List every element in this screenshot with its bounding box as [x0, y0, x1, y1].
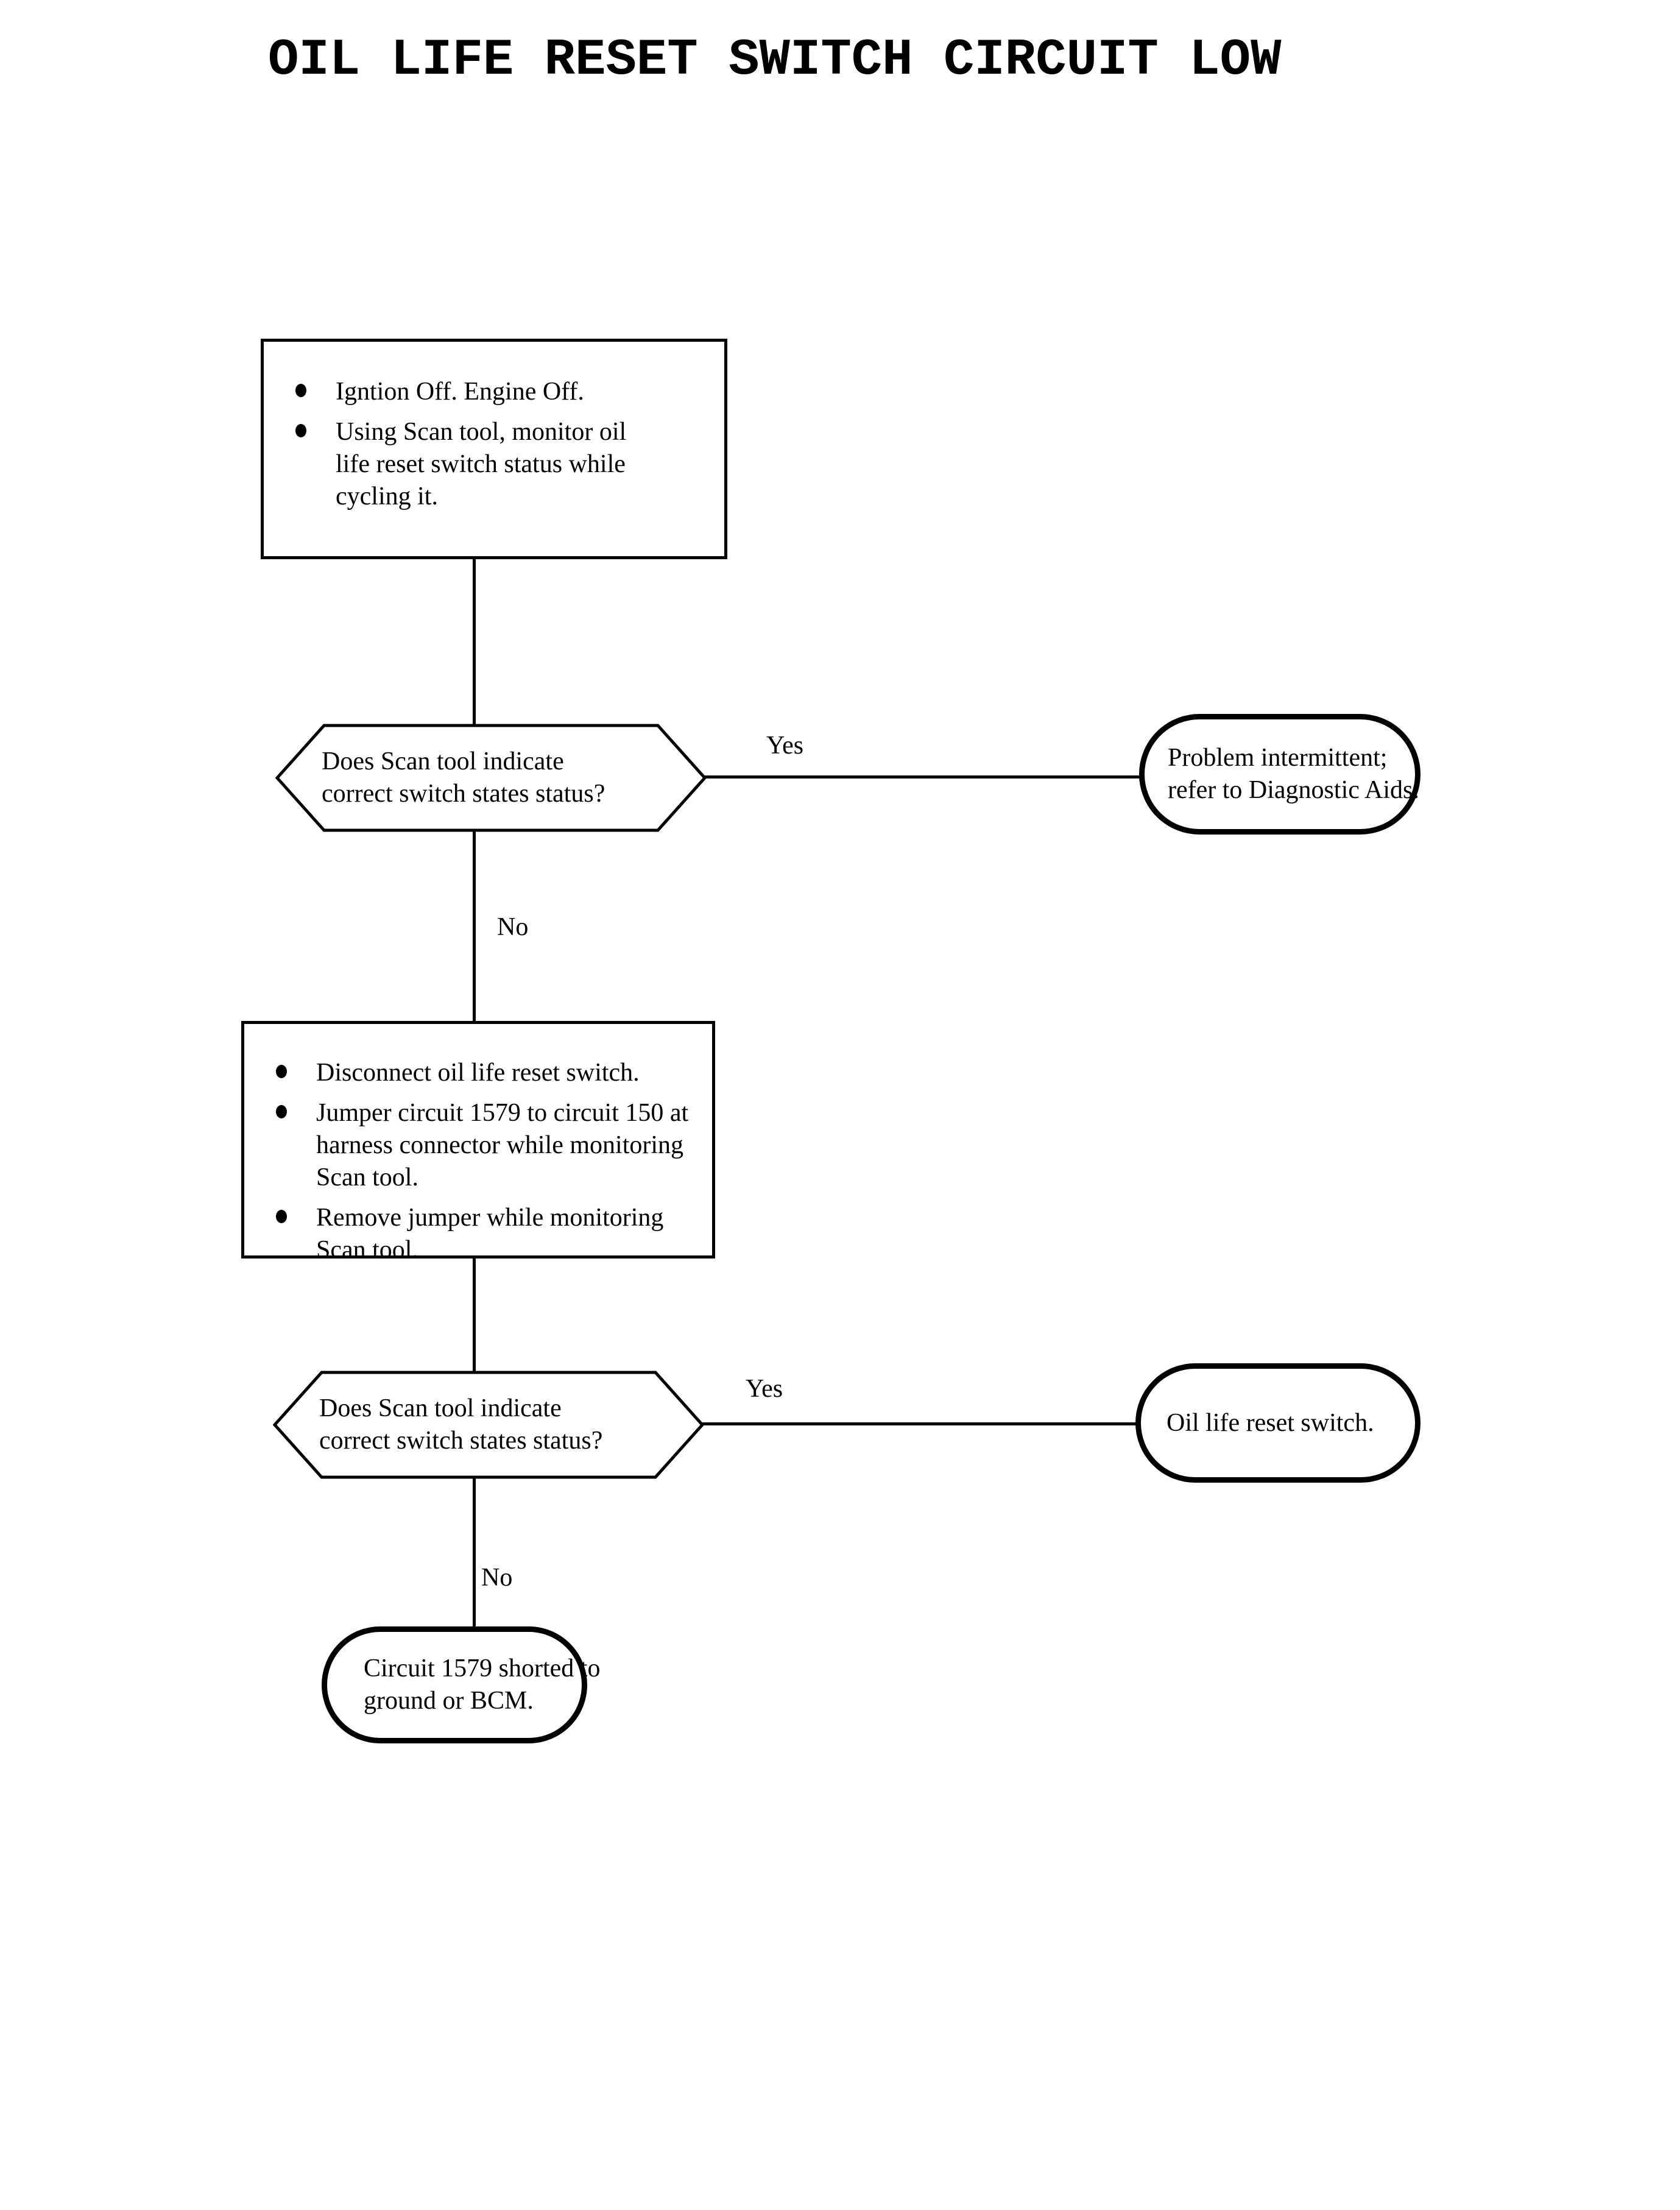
bullet-item [244, 1202, 712, 1266]
terminal-circuit-1579-shorted [322, 1626, 601, 1743]
step-text-line: Disconnect oil life reset switch. [316, 1059, 640, 1087]
process-box-step1 [261, 339, 727, 559]
bullet-dot-icon [295, 384, 306, 397]
terminal-text-line: Circuit 1579 shorted to [364, 1654, 601, 1682]
terminal-problem-intermittent [1139, 714, 1421, 835]
connector-decision2-no [473, 1477, 476, 1629]
connector-decision1-yes [704, 775, 1140, 778]
decision-hexagon-1 [275, 724, 707, 832]
decision-text-line: correct switch states status? [322, 780, 605, 808]
bullet-list [264, 376, 724, 513]
bullet-item [264, 416, 724, 513]
bullet-dot-icon [276, 1105, 287, 1118]
step-text-line: Scan tool. [316, 1163, 418, 1191]
decision-text [275, 724, 707, 832]
step-text-line: harness connector while monitoring [316, 1131, 684, 1159]
connector-decision1-no [473, 830, 476, 1023]
terminal-text-line: Oil life reset switch. [1166, 1408, 1374, 1437]
step-text-line: Using Scan tool, monitor oil [336, 418, 627, 446]
decision-text [273, 1371, 704, 1479]
terminal-oil-life-reset-switch [1135, 1363, 1421, 1483]
bullet-dot-icon [276, 1210, 287, 1223]
connector-step2-to-decision2 [473, 1256, 476, 1373]
bullet-item [244, 1097, 712, 1194]
bullet-item [244, 1057, 712, 1089]
page-title: OIL LIFE RESET SWITCH CIRCUIT LOW [268, 32, 1282, 90]
terminal-text-line: ground or BCM. [364, 1687, 534, 1715]
edge-label-no-1: No [497, 913, 529, 941]
terminal-text-line: Problem intermittent; [1168, 744, 1388, 772]
step-text-line: life reset switch status while [336, 450, 626, 478]
bullet-dot-icon [295, 424, 306, 437]
decision-hexagon-2 [273, 1371, 704, 1479]
decision-text-line: Does Scan tool indicate [319, 1394, 562, 1422]
step-text-line: Jumper circuit 1579 to circuit 150 at [316, 1099, 689, 1127]
decision-text-line: Does Scan tool indicate [322, 747, 564, 775]
connector-step1-to-decision1 [473, 559, 476, 726]
decision-text-line: correct switch states status? [319, 1427, 603, 1455]
edge-label-yes-1: Yes [766, 732, 804, 760]
edge-label-yes-2: Yes [746, 1375, 783, 1403]
step-text-line: Igntion Off. Engine Off. [336, 378, 584, 406]
step-text-line: cycling it. [336, 482, 438, 510]
bullet-item [264, 376, 724, 408]
process-box-step2 [241, 1021, 715, 1264]
bullet-list [244, 1057, 712, 1266]
terminal-text-line: refer to Diagnostic Aids. [1168, 776, 1419, 804]
bullet-dot-icon [276, 1065, 287, 1078]
step-text-line: Remove jumper while monitoring [316, 1204, 664, 1232]
edge-label-no-2: No [481, 1564, 513, 1592]
connector-decision2-yes [702, 1422, 1137, 1425]
step-text-line: Scan tool. [316, 1236, 418, 1264]
